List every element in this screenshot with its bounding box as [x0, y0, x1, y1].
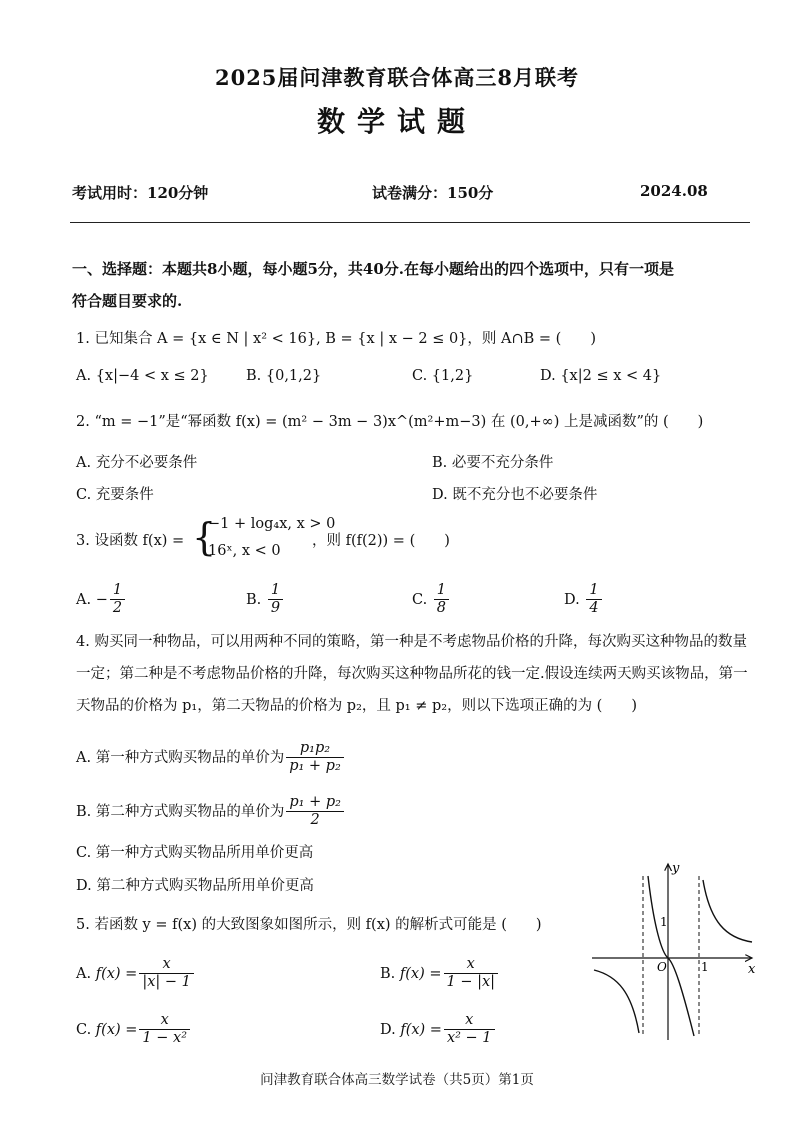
q3-option-d-den: 4	[589, 600, 599, 617]
q2-option-a: A. 充分不必要条件	[76, 455, 198, 471]
q3-option-c-den: 8	[436, 600, 447, 617]
q5-option-c-lhs: f(x) =	[95, 1021, 138, 1038]
q3-option-a-fraction	[110, 582, 125, 618]
q5-option-c-den: 1 − x²	[142, 1030, 188, 1047]
q1-option-d: D. {x|2 ≤ x < 4}	[540, 368, 662, 384]
graph-origin-label: O	[657, 960, 667, 974]
q5-option-a	[76, 956, 196, 992]
question-3-stem-post: ，则 f(f(2)) = ( )	[312, 533, 450, 549]
section-heading-line2: 符合题目要求的.	[72, 292, 183, 310]
q2-option-b: B. 必要不充分条件	[432, 455, 554, 471]
full-score: 试卷满分：150分	[372, 184, 494, 202]
q1-option-a: A. {x|−4 < x ≤ 2}	[76, 368, 209, 384]
graph-x-label: x	[748, 962, 756, 977]
q3-case-1: −1 + log₄x, x > 0	[208, 516, 336, 532]
q5-option-d-lhs: f(x) =	[400, 1021, 442, 1038]
q3-case-2: 16ˣ, x < 0	[208, 543, 281, 559]
q3-option-b	[246, 582, 285, 618]
q1-option-c: C. {1,2}	[412, 368, 474, 384]
q5-option-a-fraction	[139, 956, 194, 992]
section-heading-line1: 一、选择题：本题共8小题，每小题5分，共40分.在每小题给出的四个选项中，只有一项是	[72, 260, 674, 278]
q4-option-b-num: p₁ + p₂	[286, 794, 344, 812]
question-4-line-1: 4. 购买同一种物品，可以用两种不同的策略，第一种是不考虑物品价格的升降，每次购买这种物品的数量	[76, 634, 747, 650]
q5-option-c-fraction	[139, 1012, 190, 1048]
q3-option-a-label: A.	[76, 591, 92, 608]
q3-option-b-num: 1	[268, 582, 283, 600]
q5-option-d-fraction	[444, 1012, 495, 1048]
q3-option-c-label: C.	[412, 591, 428, 608]
page-footer: 问津教育联合体高三数学试卷（共5页）第1页	[260, 1072, 534, 1088]
q2-option-d: D. 既不充分也不必要条件	[432, 487, 598, 503]
q5-option-c-label: C.	[76, 1021, 92, 1038]
q5-function-graph	[588, 858, 758, 1042]
q2-option-c: C. 充要条件	[76, 487, 154, 503]
header-divider	[70, 222, 750, 223]
q3-option-b-den: 9	[270, 600, 281, 617]
q4-option-c: C. 第一种方式购买物品所用单价更高	[76, 845, 314, 861]
q5-option-b-fraction	[444, 956, 499, 992]
q5-option-b-label: B.	[380, 965, 396, 982]
q5-option-c	[76, 1012, 192, 1048]
q3-option-c-fraction	[434, 582, 449, 618]
subject-title: 数学试题	[316, 105, 477, 138]
q3-option-b-fraction	[268, 582, 283, 618]
q5-option-a-num: x	[139, 956, 194, 974]
q5-option-b	[380, 956, 500, 992]
q3-option-d	[564, 582, 604, 618]
q4-option-a-num: p₁p₂	[286, 740, 344, 758]
q5-option-a-den: |x| − 1	[142, 974, 191, 991]
question-3-stem-pre: 3. 设函数 f(x) =	[76, 533, 185, 549]
exam-time: 考试用时：120分钟	[72, 184, 209, 202]
q3-option-c-num: 1	[434, 582, 449, 600]
q3-option-d-num: 1	[586, 582, 601, 600]
question-2-stem: 2. “m = −1”是“幂函数 f(x) = (m² − 3m − 3)x^(m²+m−3) 在 (0,+∞) 上是减函数”的 ( )	[76, 414, 704, 430]
q5-option-b-den: 1 − |x|	[446, 974, 496, 991]
q5-option-a-label: A.	[76, 965, 92, 982]
question-4-line-3: 天物品的价格为 p₁，第二天物品的价格为 p₂，且 p₁ ≠ p₂，则以下选项正确的为 ( )	[76, 698, 637, 714]
q4-option-b-fraction	[286, 794, 344, 830]
q5-option-d-den: x² − 1	[446, 1030, 492, 1047]
q3-option-a-sign: −	[95, 591, 108, 608]
curve-left-branch	[594, 970, 639, 1033]
q3-option-d-fraction	[586, 582, 601, 618]
question-4-line-2: 一定；第二种是不考虑物品价格的升降，每次购买这种物品所花的钱一定.假设连续两天购买该物品，第一	[76, 666, 748, 682]
q3-option-b-label: B.	[246, 591, 262, 608]
q4-option-a	[76, 740, 346, 776]
q5-option-d-label: D.	[380, 1021, 396, 1038]
curve-right-branch	[703, 880, 752, 942]
q3-option-a-num: 1	[110, 582, 125, 600]
q5-option-d	[380, 1012, 497, 1048]
graph-y-one-label: 1	[660, 915, 668, 929]
q5-option-d-num: x	[444, 1012, 495, 1030]
q3-option-d-label: D.	[564, 591, 580, 608]
q5-option-b-lhs: f(x) =	[399, 965, 442, 982]
graph-x-one-label: 1	[701, 960, 709, 974]
q4-option-b-den: 2	[310, 812, 320, 829]
q4-option-a-den: p₁ + p₂	[289, 758, 341, 775]
q3-option-a	[76, 582, 127, 618]
q5-option-b-num: x	[444, 956, 499, 974]
question-1-stem: 1. 已知集合 A = {x ∈ N | x² < 16}, B = {x | x − 2 ≤ 0}，则 A∩B = ( )	[76, 331, 596, 347]
curve-middle-branch	[648, 876, 694, 1036]
q3-option-a-den: 2	[112, 600, 123, 617]
q4-option-d: D. 第二种方式购买物品所用单价更高	[76, 878, 314, 894]
q4-option-b	[76, 794, 346, 830]
piecewise-brace: {	[192, 515, 217, 559]
q4-option-a-text: A. 第一种方式购买物品的单价为	[76, 749, 285, 766]
question-5-stem: 5. 若函数 y = f(x) 的大致图象如图所示，则 f(x) 的解析式可能是 ( )	[76, 917, 542, 933]
q4-option-b-text: B. 第二种方式购买物品的单价为	[76, 803, 285, 820]
graph-y-label: y	[672, 861, 680, 876]
q1-option-b: B. {0,1,2}	[246, 368, 322, 384]
q3-option-c	[412, 582, 451, 618]
exam-title: 2025届问津教育联合体高三8月联考	[214, 65, 580, 90]
q4-option-a-fraction	[286, 740, 344, 776]
exam-date: 2024.08	[640, 182, 708, 200]
q5-option-c-num: x	[139, 1012, 190, 1030]
q5-option-a-lhs: f(x) =	[95, 965, 138, 982]
